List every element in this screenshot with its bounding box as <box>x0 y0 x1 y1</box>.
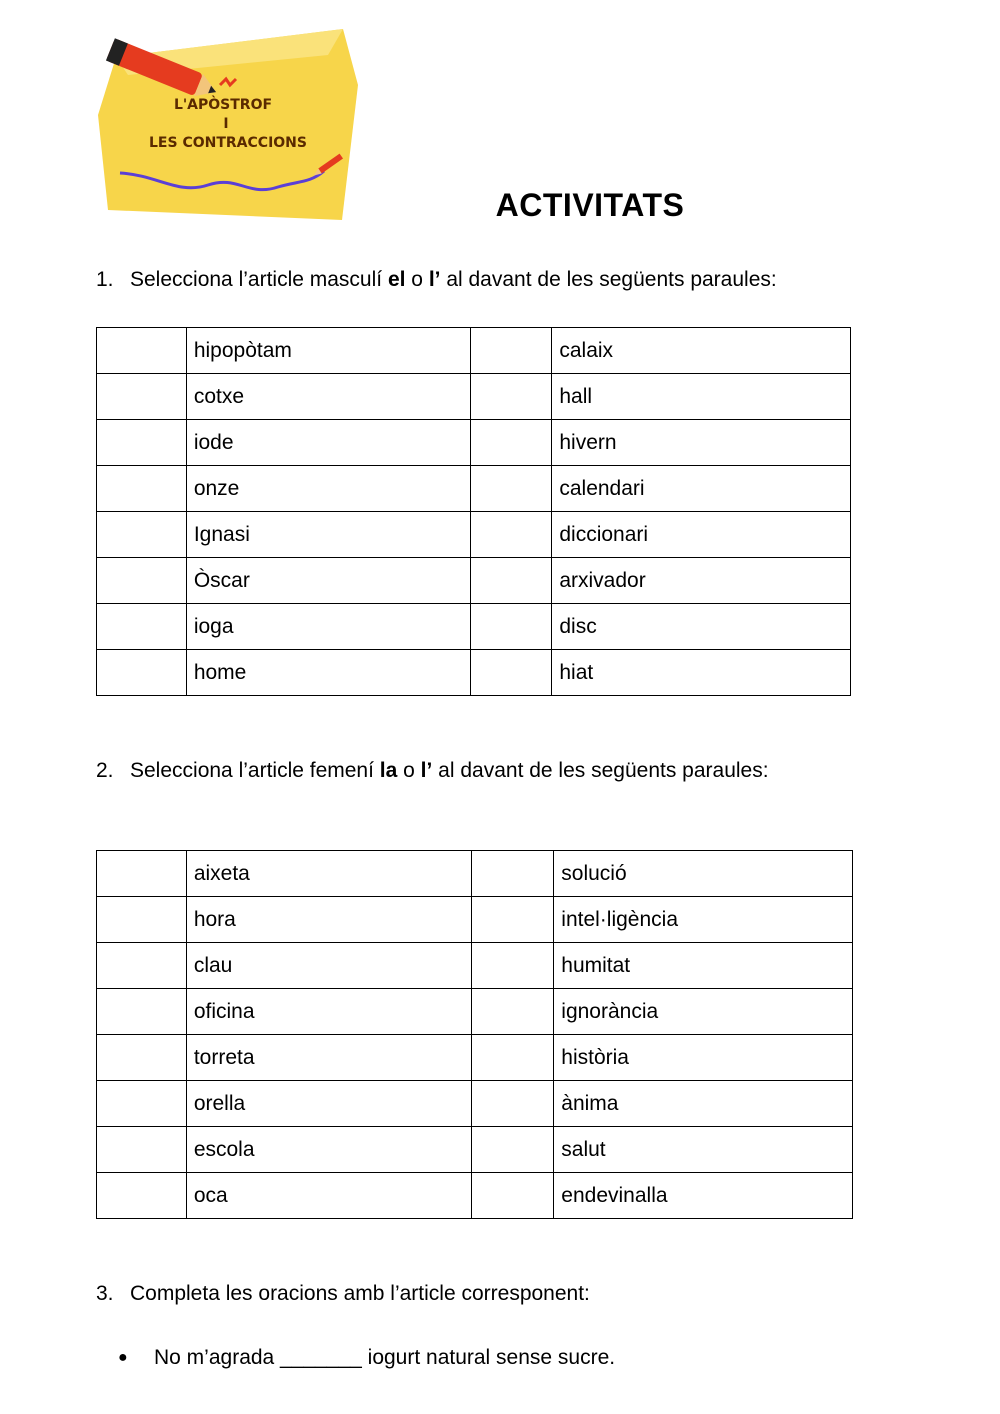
sentence-item <box>118 1344 615 1372</box>
article-answer-cell[interactable] <box>470 604 552 650</box>
word-cell: hall <box>552 374 851 420</box>
word-cell: ioga <box>186 604 470 650</box>
table-row <box>97 897 853 943</box>
article-answer-cell[interactable] <box>472 943 554 989</box>
word-cell: orella <box>186 1081 472 1127</box>
question-1 <box>96 266 777 294</box>
article-answer-cell[interactable] <box>97 1127 187 1173</box>
word-cell: solució <box>554 851 853 897</box>
word-cell: salut <box>554 1127 853 1173</box>
word-cell: Ignasi <box>186 512 470 558</box>
word-cell: Òscar <box>186 558 470 604</box>
word-cell: escola <box>186 1127 472 1173</box>
table-row <box>97 604 851 650</box>
article-answer-cell[interactable] <box>470 328 552 374</box>
sentence-text[interactable]: No m’agrada _______ iogurt natural sense sucre. <box>154 1346 616 1369</box>
question-text: o <box>397 759 421 782</box>
word-cell: calendari <box>552 466 851 512</box>
table-row <box>97 1173 853 1219</box>
article-answer-cell[interactable] <box>97 374 187 420</box>
question-text: o <box>405 268 429 291</box>
table-row <box>97 374 851 420</box>
question-3 <box>96 1280 590 1308</box>
article-answer-cell[interactable] <box>472 989 554 1035</box>
question-bold: l’ <box>420 759 433 782</box>
article-answer-cell[interactable] <box>97 328 187 374</box>
article-answer-cell[interactable] <box>97 897 187 943</box>
article-answer-cell[interactable] <box>97 1035 187 1081</box>
word-cell: hora <box>186 897 472 943</box>
word-cell: diccionari <box>552 512 851 558</box>
word-cell: home <box>186 650 470 696</box>
table-row <box>97 512 851 558</box>
article-answer-cell[interactable] <box>470 558 552 604</box>
article-answer-cell[interactable] <box>97 604 187 650</box>
question-text: al davant de les següents paraules: <box>432 759 769 782</box>
article-answer-cell[interactable] <box>472 1173 554 1219</box>
word-cell: hivern <box>552 420 851 466</box>
word-cell: oficina <box>186 989 472 1035</box>
word-cell: calaix <box>552 328 851 374</box>
article-answer-cell[interactable] <box>97 420 187 466</box>
article-answer-cell[interactable] <box>472 1081 554 1127</box>
article-answer-cell[interactable] <box>470 512 552 558</box>
article-answer-cell[interactable] <box>470 466 552 512</box>
article-answer-cell[interactable] <box>472 1035 554 1081</box>
question-bold: la <box>379 759 398 782</box>
table-row <box>97 558 851 604</box>
word-cell: clau <box>186 943 472 989</box>
question-text: Selecciona l’article masculí <box>130 268 388 291</box>
word-cell: història <box>554 1035 853 1081</box>
word-cell: hipopòtam <box>186 328 470 374</box>
table-row <box>97 989 853 1035</box>
article-answer-cell[interactable] <box>97 466 187 512</box>
article-answer-cell[interactable] <box>97 650 187 696</box>
article-answer-cell[interactable] <box>97 1081 187 1127</box>
table-row <box>97 1127 853 1173</box>
article-answer-cell[interactable] <box>472 897 554 943</box>
table-row <box>97 851 853 897</box>
question-number: 3. <box>96 1282 114 1305</box>
word-cell: torreta <box>186 1035 472 1081</box>
question-number: 1. <box>96 268 114 291</box>
article-answer-cell[interactable] <box>97 989 187 1035</box>
table-row <box>97 1081 853 1127</box>
table-row <box>97 943 853 989</box>
bullet-icon: ● <box>118 1349 128 1366</box>
question-number: 2. <box>96 759 114 782</box>
logo-line1: L'APÒSTROF <box>173 97 273 113</box>
question-bold: l’ <box>428 268 441 291</box>
article-answer-cell[interactable] <box>97 1173 187 1219</box>
word-cell: hiat <box>552 650 851 696</box>
word-cell: aixeta <box>186 851 472 897</box>
table-row <box>97 420 851 466</box>
question-2 <box>96 757 769 785</box>
article-answer-cell[interactable] <box>97 558 187 604</box>
logo-line2: I <box>223 116 229 132</box>
word-cell: cotxe <box>186 374 470 420</box>
page-title: ACTIVITATS <box>495 187 685 223</box>
word-cell: onze <box>186 466 470 512</box>
logo-line3: LES CONTRACCIONS <box>149 135 307 151</box>
question-text: Completa les oracions amb l’article corresponent: <box>130 1282 590 1305</box>
article-answer-cell[interactable] <box>472 851 554 897</box>
word-cell: ignorància <box>554 989 853 1035</box>
words-table-1 <box>96 327 851 696</box>
table-row <box>97 1035 853 1081</box>
question-text: Selecciona l’article femení <box>130 759 380 782</box>
article-answer-cell[interactable] <box>97 512 187 558</box>
article-answer-cell[interactable] <box>472 1127 554 1173</box>
article-answer-cell[interactable] <box>97 851 187 897</box>
question-text: al davant de les següents paraules: <box>440 268 777 291</box>
word-cell: iode <box>186 420 470 466</box>
word-cell: disc <box>552 604 851 650</box>
word-cell: humitat <box>554 943 853 989</box>
word-cell: arxivador <box>552 558 851 604</box>
article-answer-cell[interactable] <box>97 943 187 989</box>
question-bold: el <box>387 268 406 291</box>
word-cell: endevinalla <box>554 1173 853 1219</box>
word-cell: oca <box>186 1173 472 1219</box>
words-table-2 <box>96 850 853 1219</box>
word-cell: ànima <box>554 1081 853 1127</box>
table-row <box>97 650 851 696</box>
article-answer-cell[interactable] <box>470 374 552 420</box>
table-row <box>97 328 851 374</box>
article-answer-cell[interactable] <box>470 650 552 696</box>
article-answer-cell[interactable] <box>470 420 552 466</box>
word-cell: intel·ligència <box>554 897 853 943</box>
table-row <box>97 466 851 512</box>
